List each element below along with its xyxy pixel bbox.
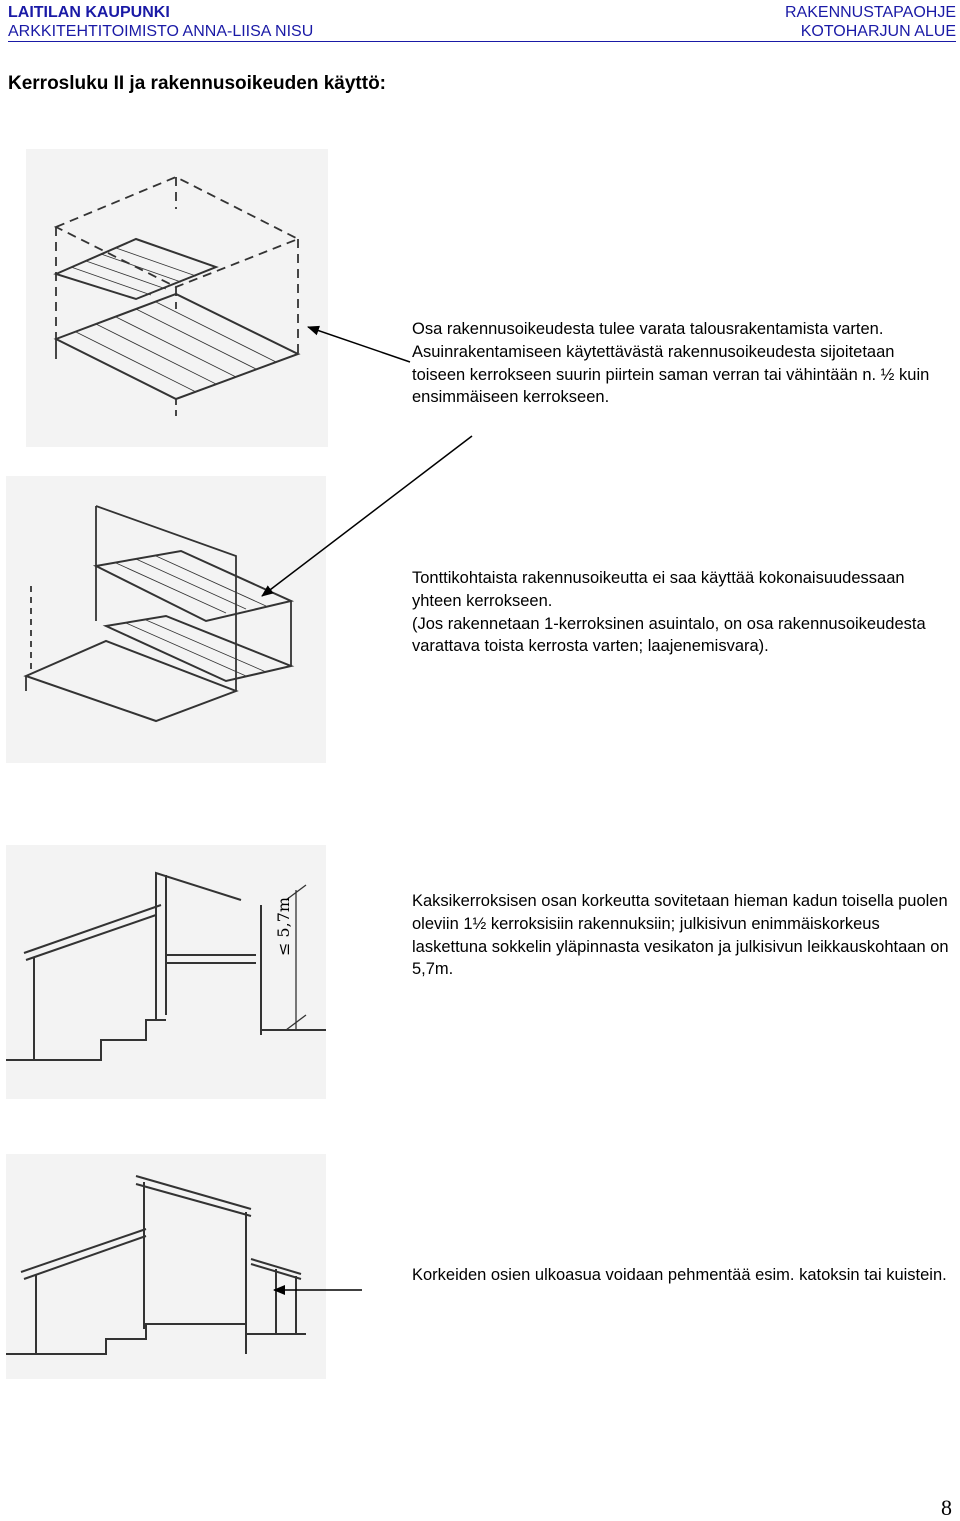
header-municipality: LAITILAN KAUPUNKI: [8, 4, 170, 21]
header-area-name: KOTOHARJUN ALUE: [800, 23, 956, 40]
height-annotation: ≤ 5,7m: [274, 896, 294, 957]
header-document-title: RAKENNUSTAPAOHJE: [785, 4, 956, 21]
arrow-to-sketch-2: [262, 436, 472, 596]
caption-4-para-1: Korkeiden osien ulkoasua voidaan pehmentää esim. katoksin tai kuistein.: [412, 1266, 947, 1284]
caption-3-para-1: Kaksikerroksisen osan korkeutta sovitetaan hieman kadun toisella puolen oleviin 1½ kerroksisiin rakennuksiin; julkisivun enimmäiskorkeus laskettuna sokkelin yläpinnasta vesikaton ja julkisivun leikkauskohtaan on 5,7m.: [412, 892, 949, 979]
page-title: Kerrosluku II ja rakennusoikeuden käyttö:: [8, 73, 386, 94]
caption-2-para-2: (Jos rakennetaan 1-kerroksinen asuintalo, on osa rakennusoikeudesta varattava toista kerrosta varten; laajenemisvara).: [412, 614, 926, 656]
page-number: 8: [941, 1495, 952, 1520]
header-office: ARKKITEHTITOIMISTO ANNA-LIISA NISU: [8, 23, 314, 40]
caption-1-para-1: Osa rakennusoikeudesta tulee varata talousrakentamista varten.: [412, 320, 884, 338]
caption-1-para-2: Asuinrakentamiseen käytettävästä rakennusoikeudesta sijoitetaan toiseen kerrokseen suurin piirtein saman verran tai vähintään n. ½ kuin ensimmäiseen kerrokseen.: [412, 342, 930, 407]
caption-2-para-1: Tonttikohtaista rakennusoikeutta ei saa käyttää kokonaisuudessaan yhteen kerrokseen.: [412, 569, 905, 610]
arrow-to-sketch-1: [308, 327, 410, 362]
